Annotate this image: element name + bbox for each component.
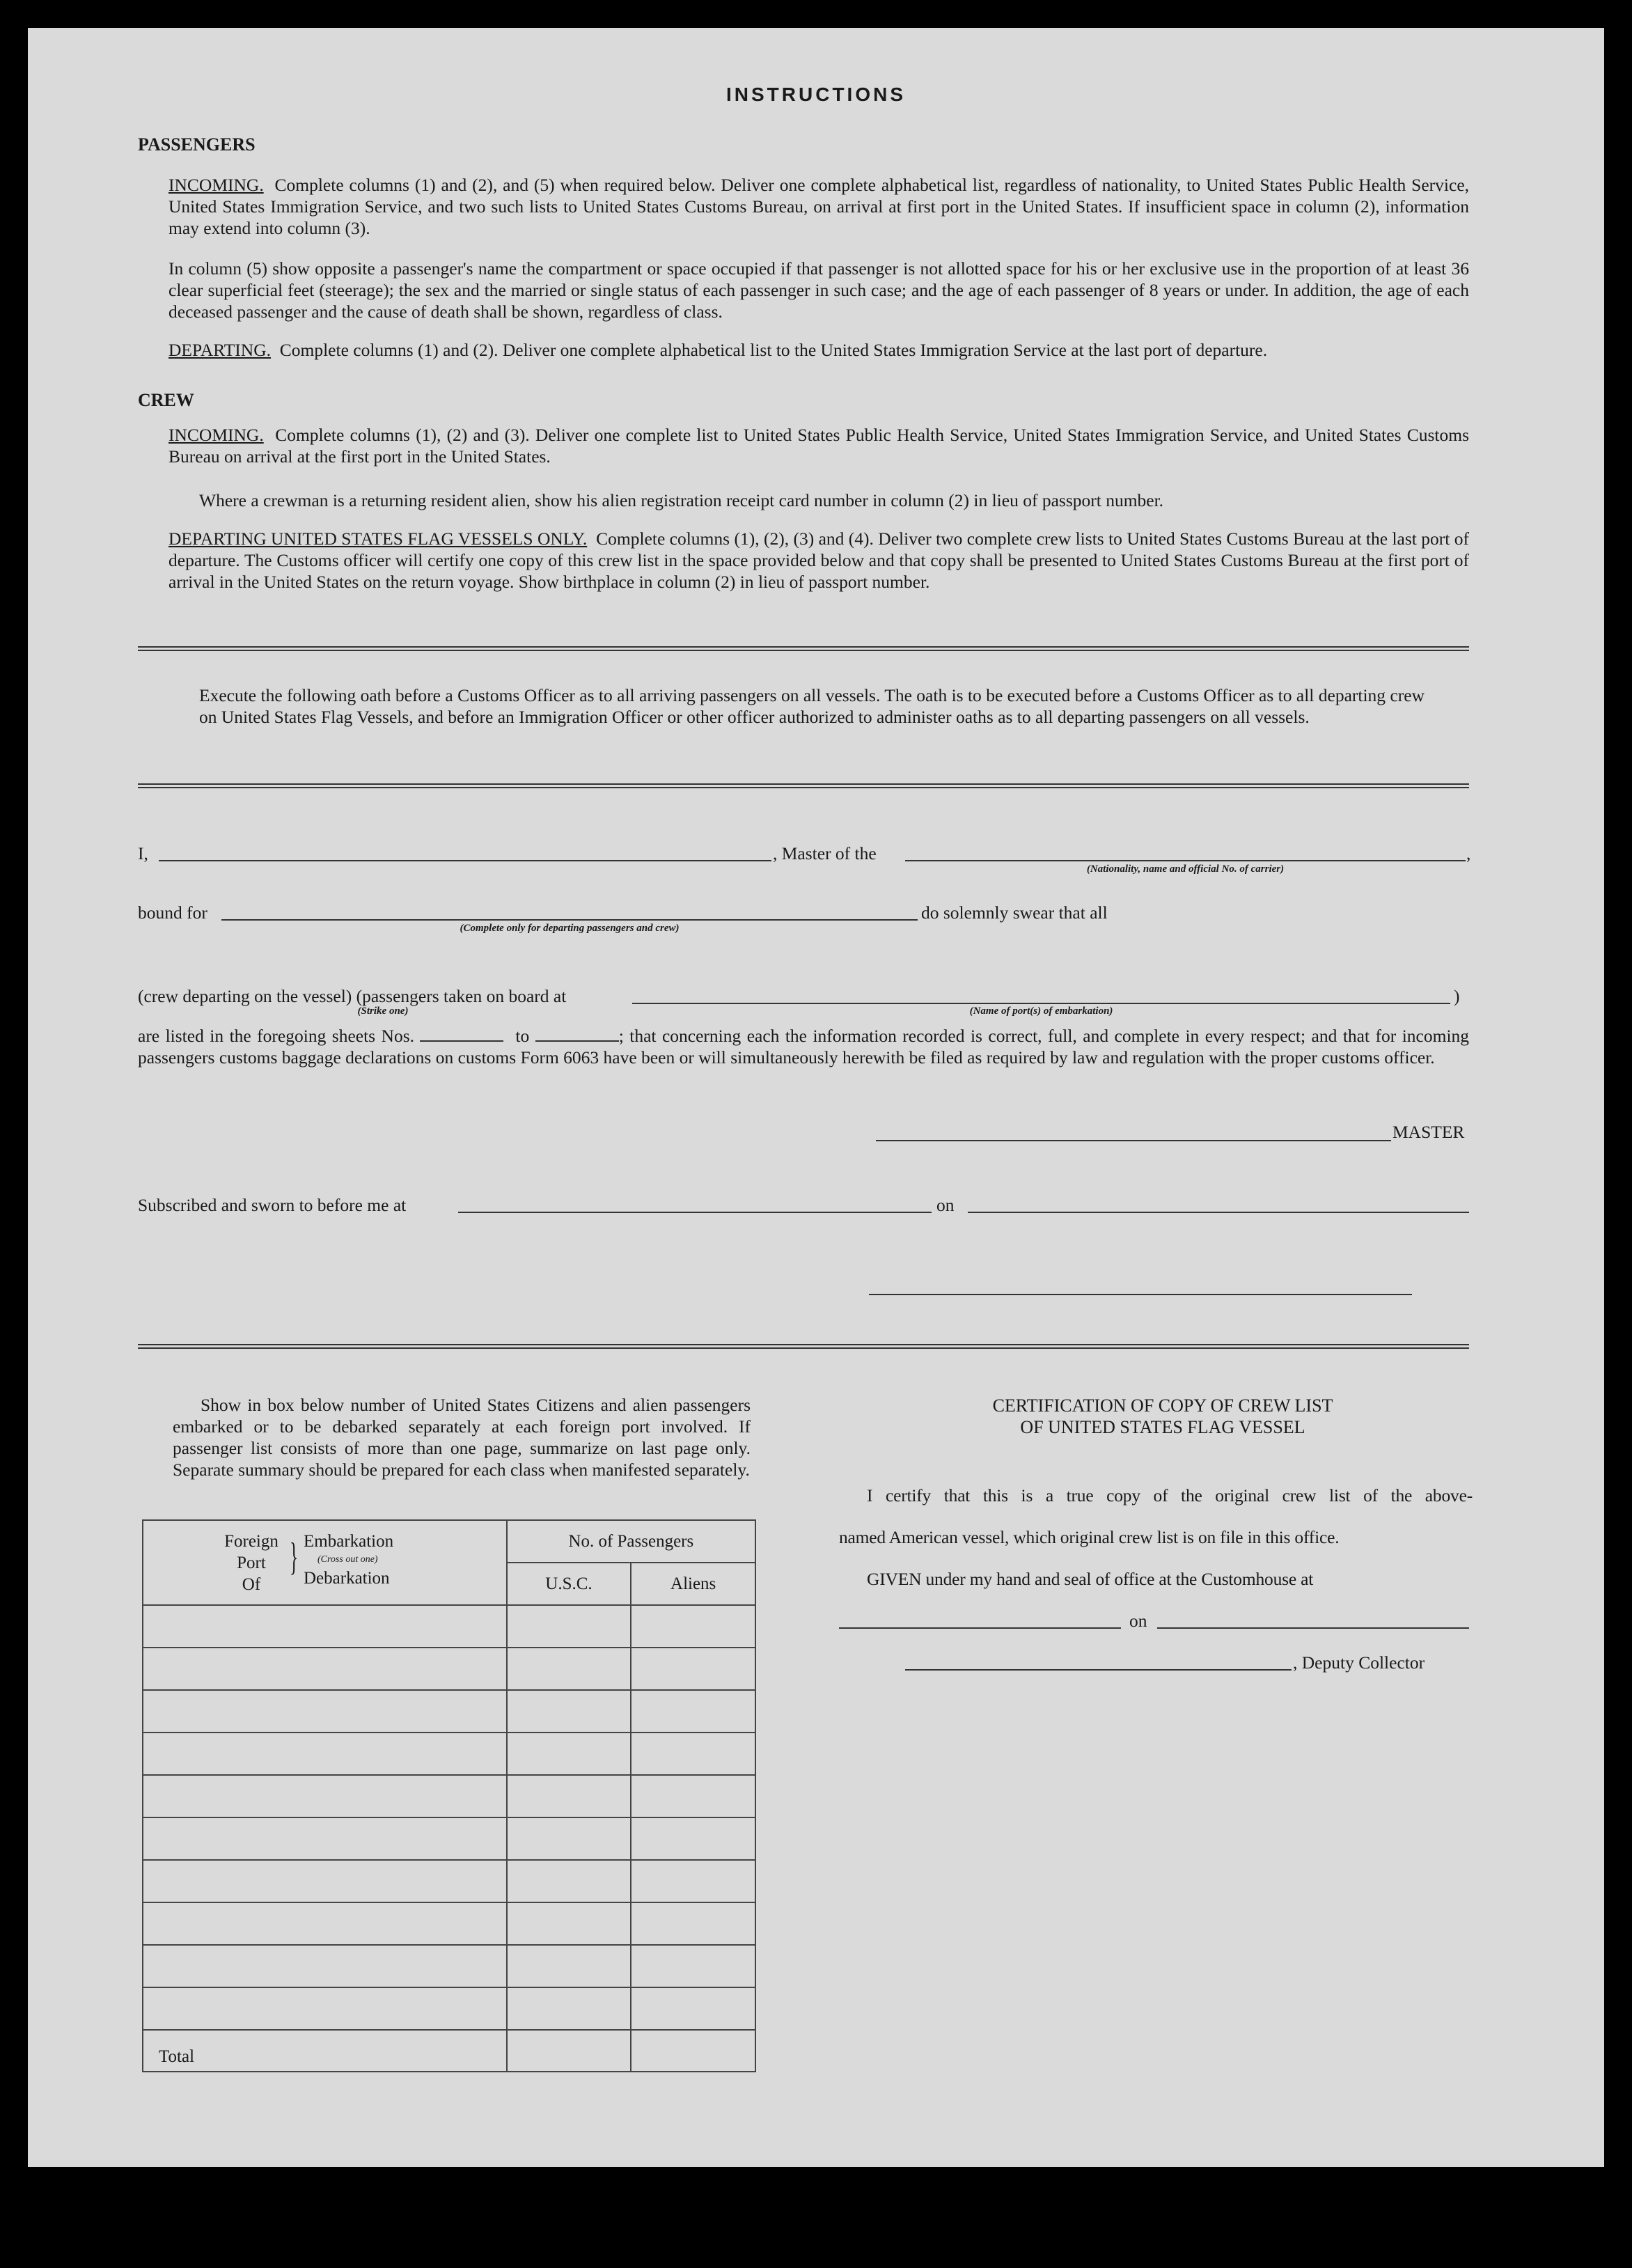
crew-flag-paragraph xyxy=(168,528,1469,593)
oath-listed-rest: ; that concerning each the information recorded is correct, full, and complete in every respect; and that for incoming passengers customs baggage declarations on customs Form 6063 have been or will simultaneously herewith be filed as required by law and regulation with the proper customs officer. xyxy=(138,1026,1470,1067)
usc-total-cell[interactable] xyxy=(507,2030,631,2072)
certification-line2: named American vessel, which original crew list is on file in this office. xyxy=(839,1527,1340,1547)
sworn-date-field[interactable] xyxy=(968,1212,1469,1213)
usc-cell[interactable] xyxy=(507,1902,631,1945)
of-label: Of xyxy=(242,1575,261,1594)
crew-resident-paragraph: Where a crewman is a returning resident alien, show his alien registration receipt card number in column (2) in lieu of passport number. xyxy=(199,490,1164,510)
oath-swear: do solemnly swear that all xyxy=(921,902,1108,923)
passengers-heading: PASSENGERS xyxy=(138,134,256,155)
certification-on: on xyxy=(1129,1611,1147,1631)
passenger-summary-table xyxy=(142,1519,756,2072)
port-cell[interactable] xyxy=(143,1860,507,1902)
page-title: INSTRUCTIONS xyxy=(726,84,906,105)
port-header-cell xyxy=(143,1520,507,1605)
cross-out-label: (Cross out one) xyxy=(317,1554,378,1565)
crew-flag-text: Complete columns (1), (2), (3) and (4). Deliver two complete crew lists to United States Customs Bureau at the last port of departure. The Customs officer will certify one copy of this crew list in the space provided below and that copy shall be presented to United States Customs Bureau at the first port of arrival in the United States on the return voyage. Show birthplace in column (2) in lieu of passport number. xyxy=(168,529,1469,592)
usc-cell[interactable] xyxy=(507,1860,631,1902)
oath-intro: Execute the following oath before a Customs Officer as to all arriving passengers on all vessels. The oath is to be executed before a Customs Officer as to all departing crew on United States Flag Vessels, and before an Immigration Officer or other officer authorized to administer oaths as to all departing passengers on all vessels. xyxy=(199,685,1425,727)
usc-cell[interactable] xyxy=(507,1648,631,1690)
oath-to: to xyxy=(515,1026,530,1046)
oath-on: on xyxy=(936,1195,955,1215)
usc-cell[interactable] xyxy=(507,1987,631,2030)
aliens-total-cell[interactable] xyxy=(631,2030,755,2072)
port-cell[interactable] xyxy=(143,1902,507,1945)
embarkation-label: Embarkation xyxy=(304,1532,394,1551)
bound-for-field[interactable] xyxy=(221,919,918,921)
crew-incoming-lead: INCOMING. xyxy=(168,425,264,445)
section-divider xyxy=(138,646,1469,651)
section-divider xyxy=(138,783,1469,788)
port-cell[interactable] xyxy=(143,1775,507,1817)
crew-incoming-paragraph xyxy=(168,424,1469,467)
bound-caption: (Complete only for departing passengers and crew) xyxy=(460,923,680,934)
foreign-port-of-label xyxy=(213,1531,290,1595)
port-label: Port xyxy=(237,1554,266,1572)
usc-cell[interactable] xyxy=(507,1690,631,1733)
aliens-cell[interactable] xyxy=(631,1733,755,1775)
aliens-cell[interactable] xyxy=(631,1775,755,1817)
officer-signature-field[interactable] xyxy=(869,1294,1412,1295)
passengers-departing-paragraph xyxy=(168,339,1469,361)
aliens-cell[interactable] xyxy=(631,1690,755,1733)
certification-title-line2: OF UNITED STATES FLAG VESSEL xyxy=(1020,1417,1305,1437)
port-cell[interactable] xyxy=(143,1690,507,1733)
oath-comma: , xyxy=(1466,843,1471,863)
passengers-column5-paragraph: In column (5) show opposite a passenger's name the compartment or space occupied if that passenger is not allotted space for his or her exclusive use in the proportion of at least 36 clear superficial feet (steerage); the sex and the married or single status of each passenger in such case; and the age of each passenger of 8 years or under. In addition, the age of each deceased passenger and the cause of death shall be shown, regardless of class. xyxy=(168,258,1469,322)
oath-subscribed: Subscribed and sworn to before me at xyxy=(138,1195,407,1215)
deputy-collector-signature-field[interactable] xyxy=(905,1669,1292,1671)
summary-note: Show in box below number of United States Citizens and alien passengers embarked or to be debarked separately at each foreign port involved. If passenger list consists of more than one page, summarize on last page only. Separate summary should be prepared for each class when manifested separately. xyxy=(173,1395,751,1480)
port-cell[interactable] xyxy=(143,1605,507,1648)
document-page xyxy=(28,28,1604,2167)
crew-heading: CREW xyxy=(138,390,194,410)
aliens-cell[interactable] xyxy=(631,1945,755,1987)
usc-cell[interactable] xyxy=(507,1817,631,1860)
customhouse-field[interactable] xyxy=(839,1627,1121,1629)
oath-bound-for: bound for xyxy=(138,902,207,923)
oath-master-of: , Master of the xyxy=(773,843,877,863)
passengers-incoming-paragraph xyxy=(168,174,1469,239)
passengers-departing-text: Complete columns (1) and (2). Deliver one complete alphabetical list to the United States Immigration Service at the last port of departure. xyxy=(279,340,1268,360)
master-label: MASTER xyxy=(1392,1122,1465,1142)
oath-listed-prefix: are listed in the foregoing sheets Nos. xyxy=(138,1026,415,1046)
carrier-field[interactable] xyxy=(905,860,1466,861)
passengers-incoming-lead: INCOMING. xyxy=(168,175,264,195)
sheet-to-field[interactable] xyxy=(535,1025,619,1042)
ports-caption: (Name of port(s) of embarkation) xyxy=(969,1006,1113,1017)
aliens-cell[interactable] xyxy=(631,1902,755,1945)
passengers-incoming-text: Complete columns (1) and (2), and (5) when required below. Deliver one complete alphabetical list, regardless of nationality, to United States Public Health Service, United States Immigration Service, and two such lists to United States Customs Bureau, on arrival at first port in the United States. If insufficient space in column (2), information may extend into column (3). xyxy=(168,175,1470,238)
aliens-header: Aliens xyxy=(631,1563,755,1605)
passengers-departing-lead: DEPARTING. xyxy=(168,340,271,360)
crew-incoming-text: Complete columns (1), (2) and (3). Deliver one complete list to United States Public Health Service, United States Immigration Service, and United States Customs Bureau on arrival at the first port in the United States. xyxy=(168,425,1470,467)
port-cell[interactable] xyxy=(143,1987,507,2030)
oath-listed-paragraph xyxy=(138,1025,1469,1068)
total-label: Total xyxy=(143,2030,507,2072)
usc-cell[interactable] xyxy=(507,1733,631,1775)
usc-cell[interactable] xyxy=(507,1945,631,1987)
oath-i-label: I, xyxy=(138,843,148,863)
brace-icon: } xyxy=(290,1535,299,1579)
oath-close-paren: ) xyxy=(1454,986,1460,1006)
master-name-field[interactable] xyxy=(159,860,771,861)
aliens-cell[interactable] xyxy=(631,1648,755,1690)
certification-line1: I certify that this is a true copy of the original crew list of the above- xyxy=(867,1485,1473,1506)
oath-crew-passengers: (crew departing on the vessel) (passengers taken on board at xyxy=(138,986,567,1006)
aliens-cell[interactable] xyxy=(631,1987,755,2030)
embarkation-ports-field[interactable] xyxy=(632,1003,1450,1004)
aliens-cell[interactable] xyxy=(631,1605,755,1648)
sworn-place-field[interactable] xyxy=(458,1212,932,1213)
deputy-collector-label: , Deputy Collector xyxy=(1293,1652,1425,1673)
embark-debark-labels xyxy=(304,1531,393,1589)
usc-cell[interactable] xyxy=(507,1605,631,1648)
crew-flag-lead: DEPARTING UNITED STATES FLAG VESSELS ONLY. xyxy=(168,529,588,549)
sheet-from-field[interactable] xyxy=(420,1025,503,1042)
carrier-caption: (Nationality, name and official No. of carrier) xyxy=(1086,863,1285,875)
usc-header: U.S.C. xyxy=(507,1563,631,1605)
port-cell[interactable] xyxy=(143,1817,507,1860)
no-passengers-header: No. of Passengers xyxy=(507,1520,755,1563)
certification-title xyxy=(856,1395,1469,1438)
usc-cell[interactable] xyxy=(507,1775,631,1817)
foreign-label: Foreign xyxy=(224,1532,278,1551)
section-divider xyxy=(138,1344,1469,1349)
master-signature-field[interactable] xyxy=(876,1140,1391,1141)
port-cell[interactable] xyxy=(143,1733,507,1775)
aliens-cell[interactable] xyxy=(631,1860,755,1902)
certification-title-line1: CERTIFICATION OF COPY OF CREW LIST xyxy=(992,1395,1333,1416)
port-cell[interactable] xyxy=(143,1648,507,1690)
debarkation-label: Debarkation xyxy=(304,1569,390,1588)
strike-one-caption: (Strike one) xyxy=(357,1006,409,1017)
aliens-cell[interactable] xyxy=(631,1817,755,1860)
certification-line3: GIVEN under my hand and seal of office at the Customhouse at xyxy=(867,1569,1314,1589)
port-cell[interactable] xyxy=(143,1945,507,1987)
certification-date-field[interactable] xyxy=(1157,1627,1469,1629)
